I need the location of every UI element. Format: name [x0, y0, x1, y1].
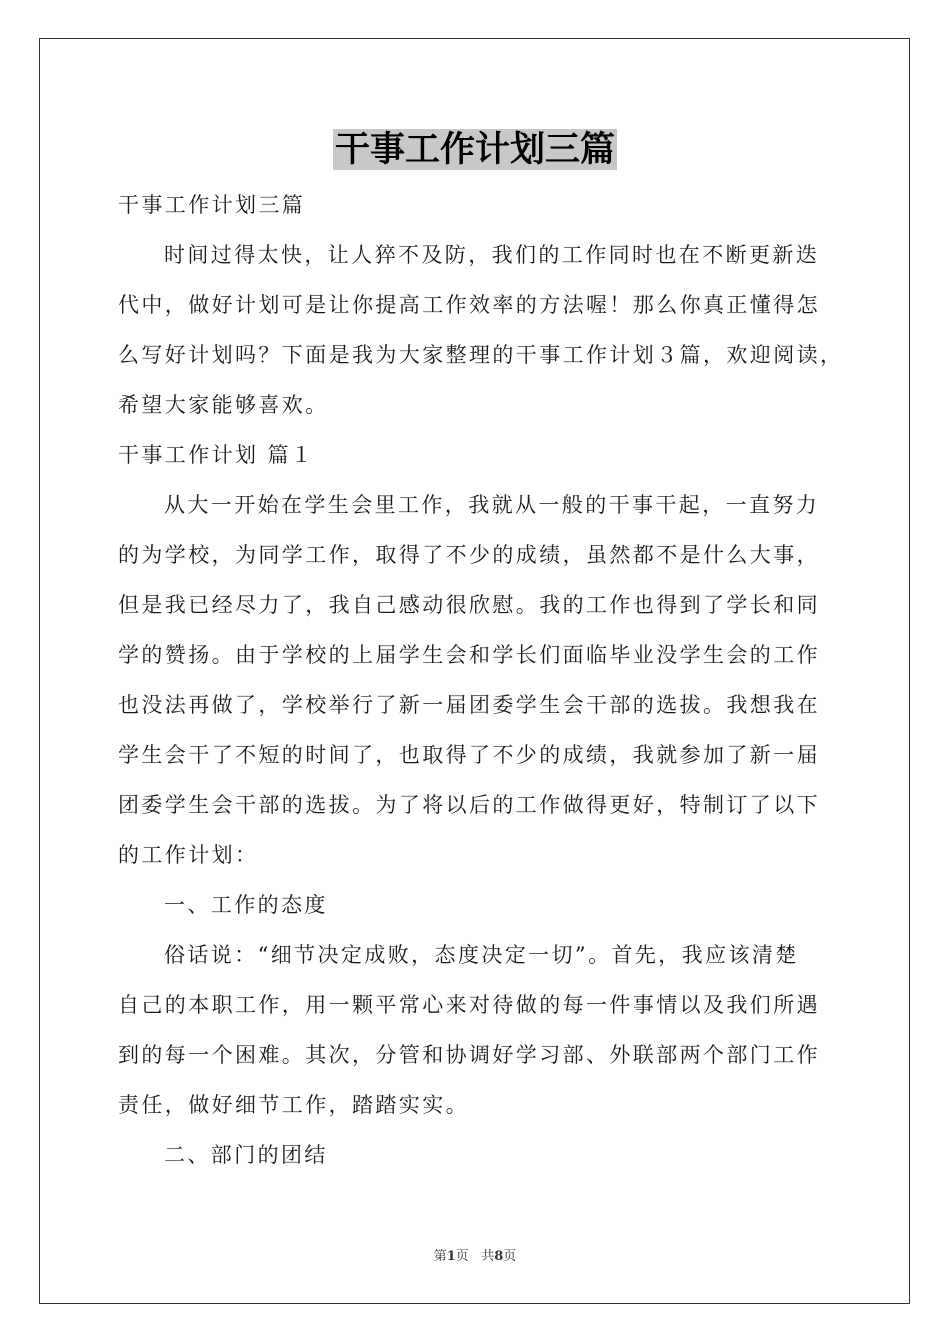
text-line: 么写好计划吗？下面是我为大家整理的干事工作计划３篇，欢迎阅读， [118, 343, 844, 367]
footer-page-number: 1 [446, 1249, 456, 1264]
text-line: 也没法再做了，学校举行了新一届团委学生会干部的选拔。我想我在 [118, 693, 820, 717]
text-line: 但是我已经尽力了，我自己感动很欣慰。我的工作也得到了学长和同 [118, 593, 820, 617]
footer-total-pages: 8 [494, 1249, 504, 1264]
footer-page-suffix: 页 [455, 1249, 469, 1264]
footer-total-suffix: 页 [503, 1249, 517, 1264]
document-title [0, 128, 950, 172]
text-line: 责任，做好细节工作，踏踏实实。 [118, 1093, 469, 1117]
text-line: 希望大家能够喜欢。 [118, 393, 329, 417]
text-line: 学的赞扬。由于学校的上届学生会和学长们面临毕业没学生会的工作 [118, 643, 820, 667]
text-line: 俗话说：“细节决定成败，态度决定一切”。首先，我应该清楚 [164, 943, 799, 967]
text-line: 学生会干了不短的时间了，也取得了不少的成绩，我就参加了新一届 [118, 743, 820, 767]
text-line: 干事工作计划 篇１ [118, 443, 315, 467]
text-line: 时间过得太快，让人猝不及防，我们的工作同时也在不断更新迭 [164, 243, 820, 267]
text-line: 自己的本职工作，用一颗平常心来对待做的每一件事情以及我们所遇 [118, 993, 820, 1017]
footer-total-prefix: 共 [481, 1249, 495, 1264]
text-line: 干事工作计划三篇 [118, 193, 306, 217]
page-footer [0, 1245, 950, 1264]
text-line: 到的每一个困难。其次，分管和协调好学习部、外联部两个部门工作 [118, 1043, 820, 1067]
document-body [118, 180, 844, 1180]
text-line: 的工作计划： [118, 843, 259, 867]
document-title-text: 干事工作计划三篇 [334, 129, 615, 170]
text-line: 从大一开始在学生会里工作，我就从一般的干事干起，一直努力 [164, 493, 820, 517]
text-line: 的为学校，为同学工作，取得了不少的成绩，虽然都不是什么大事， [118, 543, 820, 567]
text-line: 二、部门的团结 [164, 1143, 328, 1167]
text-line: 代中，做好计划可是让你提高工作效率的方法喔！那么你真正懂得怎 [118, 293, 820, 317]
text-line: 团委学生会干部的选拔。为了将以后的工作做得更好，特制订了以下 [118, 793, 820, 817]
footer-prefix: 第 [433, 1249, 447, 1264]
text-line: 一、工作的态度 [164, 893, 328, 917]
